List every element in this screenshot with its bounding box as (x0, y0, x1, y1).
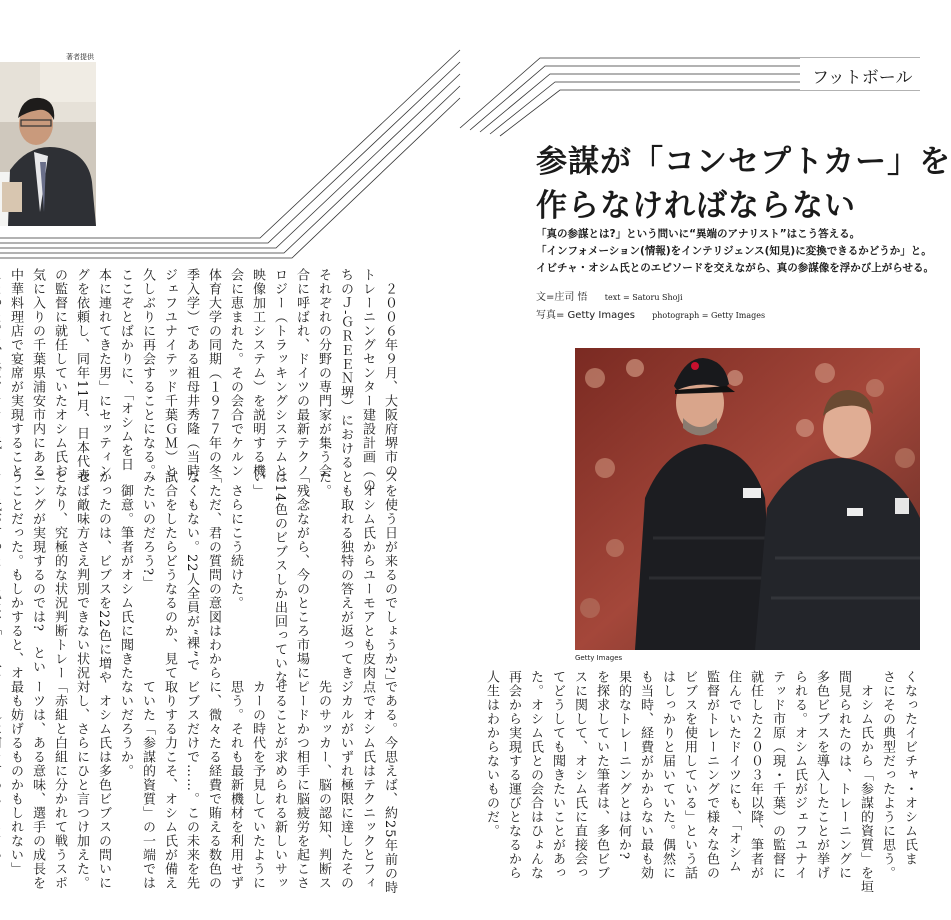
body-text-line: に、微々たる経費で賄える数色の (206, 680, 221, 890)
body-text-line: となり、究極的な状況判断トレー (52, 470, 67, 680)
body-text-line: ピードかつ相手に脳疲労を起こさ (294, 680, 309, 890)
body-text-line: トレーニングセンター建設計画（の (360, 268, 375, 492)
body-text-line: 先のサッカー、脳の認知、判断ス (316, 680, 331, 890)
body-text-line (0, 470, 4, 660)
body-text-line (0, 680, 4, 920)
body-text-line: られる。オシム氏がジェフユナイ (792, 670, 807, 880)
body-text-line: ていた「参謀的資質」の一端では (140, 680, 155, 890)
lead-line-3: イビチャ・オシム氏とのエピソードを交えながら、真の参謀像を浮かび上がらせる。 (536, 262, 934, 274)
body-text-line: オシム氏からユーモアとも皮肉 (360, 470, 375, 680)
body-text-line: 本に連れてきた男」にセッティン (96, 268, 111, 478)
body-text-line: なくもない。22人全員が“裸”で (184, 470, 199, 672)
headline-line-1: 参謀が「コンセプトカー」を (536, 144, 951, 180)
body-text-line: 監督がトレーニングで様々な色の (704, 670, 719, 880)
body-left-bottom (0, 680, 400, 920)
body-text-line: それぞれの分野の専門家が集う会 (316, 268, 331, 478)
body-text-line: ーツは、ある意味、選手の成長を (30, 680, 45, 890)
body-text-line: 御意。筆者がオシム氏に聞きた (118, 470, 133, 680)
body-text-line: 中華料理店で宴席が実現すること (8, 268, 23, 478)
body-text-line: 試合をしたらどうなるのか、見て (162, 470, 177, 680)
body-text-line: ちのＪ-ＧＲＥＥＮ堺）における (338, 268, 353, 470)
body-text-line: 合に呼ばれ、ドイツの最新テクノ (294, 268, 309, 478)
body-text-line: 就任した２００３年以降、筆者が (748, 670, 763, 880)
body-text-line: い」 (250, 470, 265, 498)
body-text-line: 会に恵まれた。その会合でケルン (228, 268, 243, 478)
credits (536, 289, 920, 325)
body-text-line: ニングが実現するのでは? とい (30, 470, 45, 674)
body-text-line: ２００６年９月、大阪府堺市の (382, 268, 397, 478)
body-text-line: ないだろうか。 (118, 680, 133, 778)
body-text-line: くなったイビチャ・オシム氏ま (902, 670, 917, 866)
body-text-line: は14色のビブスしか出回っていな (272, 470, 287, 685)
category-header (800, 58, 920, 90)
body-text-line: スに関して、オシム氏に直接会っ (572, 670, 587, 880)
lead-line-1: 「真の参謀とは?」という問いに“異端のアナリスト”はこう答える。 (536, 228, 861, 240)
author-photo-credit: 著者提供 (66, 53, 94, 61)
body-text-line: た。オシム氏との会合はひょんな (528, 670, 543, 880)
body-text-line: さにその典型だったように思う。 (880, 670, 895, 880)
body-text-line: はしっかりと届いていた。偶然に (660, 670, 675, 880)
body-text-line: うことだった。もしかすると、オ (8, 470, 23, 680)
body-text-line: テッド市原（現・千葉）の監督に (770, 670, 785, 880)
body-text-line: 対し、さらにひと言つけ加えた。 (74, 680, 89, 890)
body-text-line: ジェフユナイテッド千葉ＧＭ）と (162, 268, 177, 478)
body-left-top (0, 268, 400, 492)
body-text-line: た。 (316, 470, 331, 498)
body-text-line: 「残念ながら、今のところ市場に (294, 470, 309, 680)
lead (536, 226, 934, 277)
body-text-line (0, 268, 4, 446)
body-text-line: かったのは、ビブスを22色に増や (96, 470, 111, 685)
credit-text: 文=庄司 悟 (536, 292, 588, 303)
body-text-line: せることが求められる新しいサッ (272, 680, 287, 890)
body-text-line: 久しぶりに再会することになる。 (140, 268, 155, 478)
credit-photo: 写真= Getty Images (536, 310, 635, 321)
body-text-line: 人生はわからないものだ。 (484, 670, 499, 838)
body-text-line: を探求していた筆者は、多色ビブ (594, 670, 609, 880)
body-text-line: 取りする力こそ、オシム氏が備え (162, 680, 177, 890)
body-text-line: ここぞとばかりに、「オシムを日 (118, 268, 133, 472)
body-text-line: である。今思えば、約25年前の時 (382, 680, 397, 895)
credit-text-en: text = Satoru Shoji (604, 293, 683, 302)
body-text-line: カーの時代を予見していたように (250, 680, 265, 890)
category-label: フットボール (812, 68, 913, 88)
body-text-line: 「ただ、君の質問の意図はわから (206, 470, 221, 680)
body-text-line: 再会から実現する運びとなるから (506, 670, 521, 880)
body-text-line: 多色ビブスを導入したことが挙げ (814, 670, 829, 880)
body-text-line: も当時、経費がかからない最も効 (638, 670, 653, 880)
body-text-line: 果的なトレーニングとは何か? (616, 670, 631, 860)
body-text-line: 間見られたのは、トレーニングに (836, 670, 851, 880)
body-text-line: ビブスを使用している」という話 (682, 670, 697, 880)
headline (536, 140, 951, 228)
body-text-line: 気に入りの千葉県浦安市内にある (30, 268, 45, 478)
lead-line-2: 「インフォメーション(情報)をインテリジェンス(知見)に変換できるかどうか」と。 (536, 245, 932, 257)
body-text-line: 住んでいたドイツにも、「オシム (726, 670, 741, 874)
body-text-line: 最も妨げるものかもしれない」 (8, 680, 23, 876)
body-text-line: グを依頼し、同年11月、日本代表 (74, 268, 89, 483)
body-text-line: ロジー（トラッキングシステムと (272, 268, 287, 478)
body-text-line: 季入学）である祖母井秀隆（当時、 (184, 268, 199, 492)
body-text-line: オシム氏は多色ビブスの問いに (96, 680, 111, 890)
body-text-line: てどうしても聞きたいことがあっ (550, 670, 565, 880)
body-right-bottom (480, 670, 920, 920)
body-text-line: みたいのだろう?」 (140, 470, 155, 590)
headline-line-2: 作らなければならない (536, 188, 856, 224)
body-text-line: とも取れる独特の答えが返ってき (338, 470, 353, 680)
main-photo (575, 348, 920, 650)
body-text-line: さらにこう続けた。 (228, 470, 243, 610)
main-photo-credit: Getty Images (575, 654, 623, 662)
body-text-line: 思う。それも最新機材を利用せず (228, 680, 243, 890)
body-text-line: せば敵味方さえ判別できない状況 (74, 470, 89, 680)
author-photo (0, 62, 96, 226)
body-text-line: オシム氏から「参謀的資質」を垣 (858, 670, 873, 894)
body-text-line: スを使う日が来るのでしょうか?」 (382, 470, 397, 688)
body-left-middle (0, 470, 400, 688)
body-text-line: 点でオシム氏はテクニックとフィ (360, 680, 375, 890)
body-text-line: ジカルがいずれ極限に達したその (338, 680, 353, 890)
credit-photo-en: photograph = Getty Images (652, 311, 766, 320)
body-text-line: 「赤組と白組に分かれて戦うスポ (52, 680, 67, 890)
body-text-line: 体育大学の同期（１９７７年の冬 (206, 268, 221, 478)
body-text-line: ビブスだけで……。この未来を先 (184, 680, 199, 890)
body-text-line: 映像加工システム）を説明する機 (250, 268, 265, 478)
body-text-line: の監督に就任していたオシム氏お (52, 268, 67, 478)
